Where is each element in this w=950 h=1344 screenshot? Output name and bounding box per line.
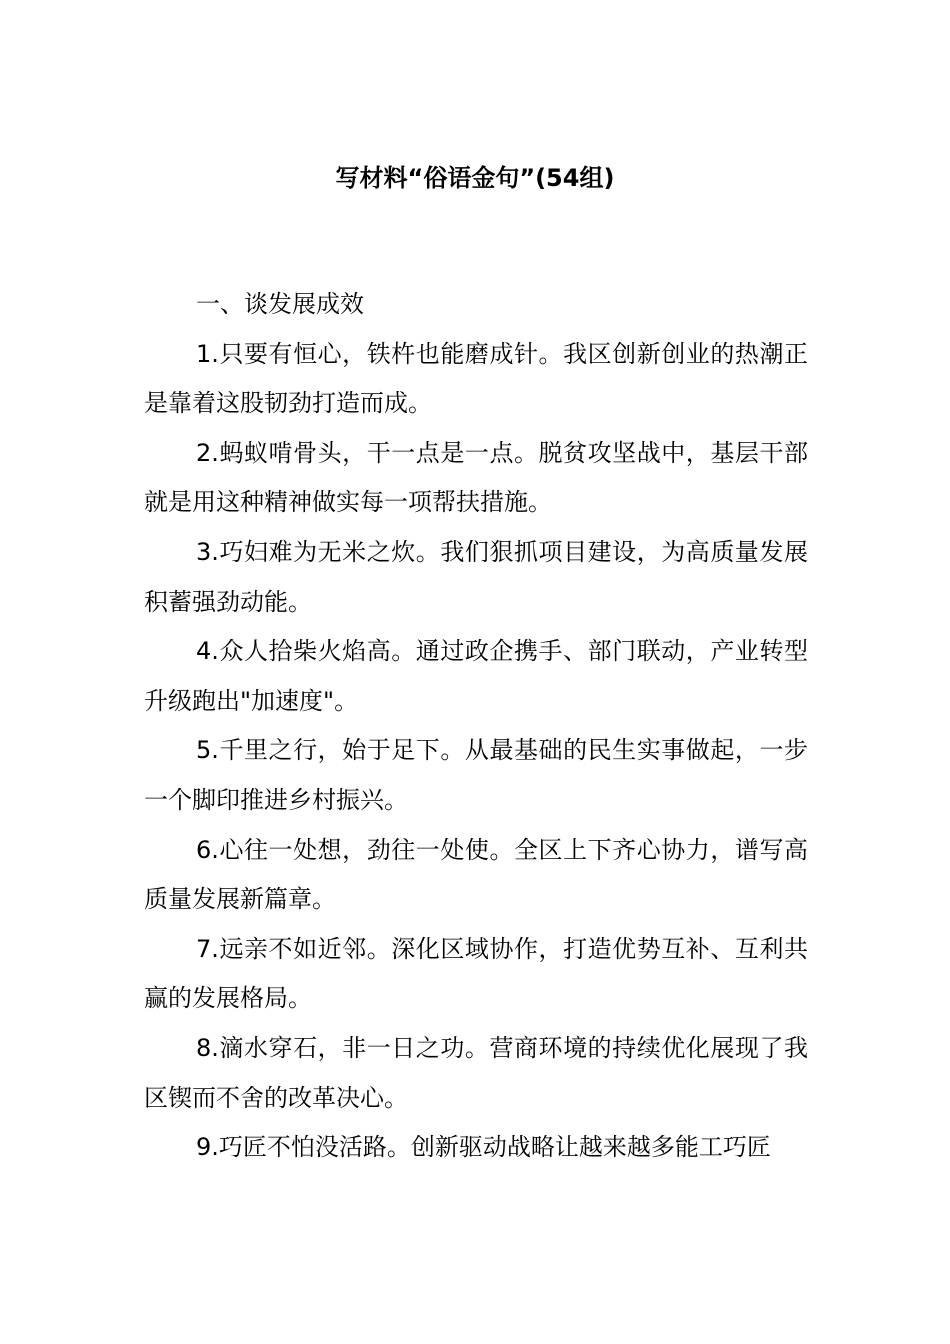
paragraph-3: 3.巧妇难为无米之炊。我们狠抓项目建设，为高质量发展积蓄强劲动能。	[144, 537, 808, 616]
paragraph-5: 5.千里之行，始于足下。从最基础的民生实事做起，一步一个脚印推进乡村振兴。	[144, 736, 808, 814]
document-title: 写材料“俗语金句”(54组)	[335, 164, 615, 192]
section-heading: 一、谈发展成效	[196, 290, 364, 318]
paragraph-7: 7.远亲不如近邻。深化区域协作，打造优势互补、互利共赢的发展格局。	[144, 934, 808, 1013]
paragraph-2: 2.蚂蚁啃骨头，干一点是一点。脱贫攻坚战中，基层干部就是用这种精神做实每一项帮扶措施。	[144, 438, 808, 517]
paragraph-4: 4.众人拾柴火焰高。通过政企携手、部门联动，产业转型升级跑出"加速度"。	[144, 637, 808, 715]
paragraph-6: 6.心往一处想，劲往一处使。全区上下齐心协力，谱写高质量发展新篇章。	[144, 835, 808, 914]
paragraph-8: 8.滴水穿石，非一日之功。营商环境的持续优化展现了我区锲而不舍的改革决心。	[144, 1033, 808, 1112]
document-body	[144, 280, 808, 1173]
paragraph-9: 9.巧匠不怕没活路。创新驱动战略让越来越多能工巧匠	[196, 1133, 771, 1162]
paragraph-1: 1.只要有恒心，铁杵也能磨成针。我区创新创业的热潮正是靠着这股韧劲打造而成。	[144, 339, 808, 418]
